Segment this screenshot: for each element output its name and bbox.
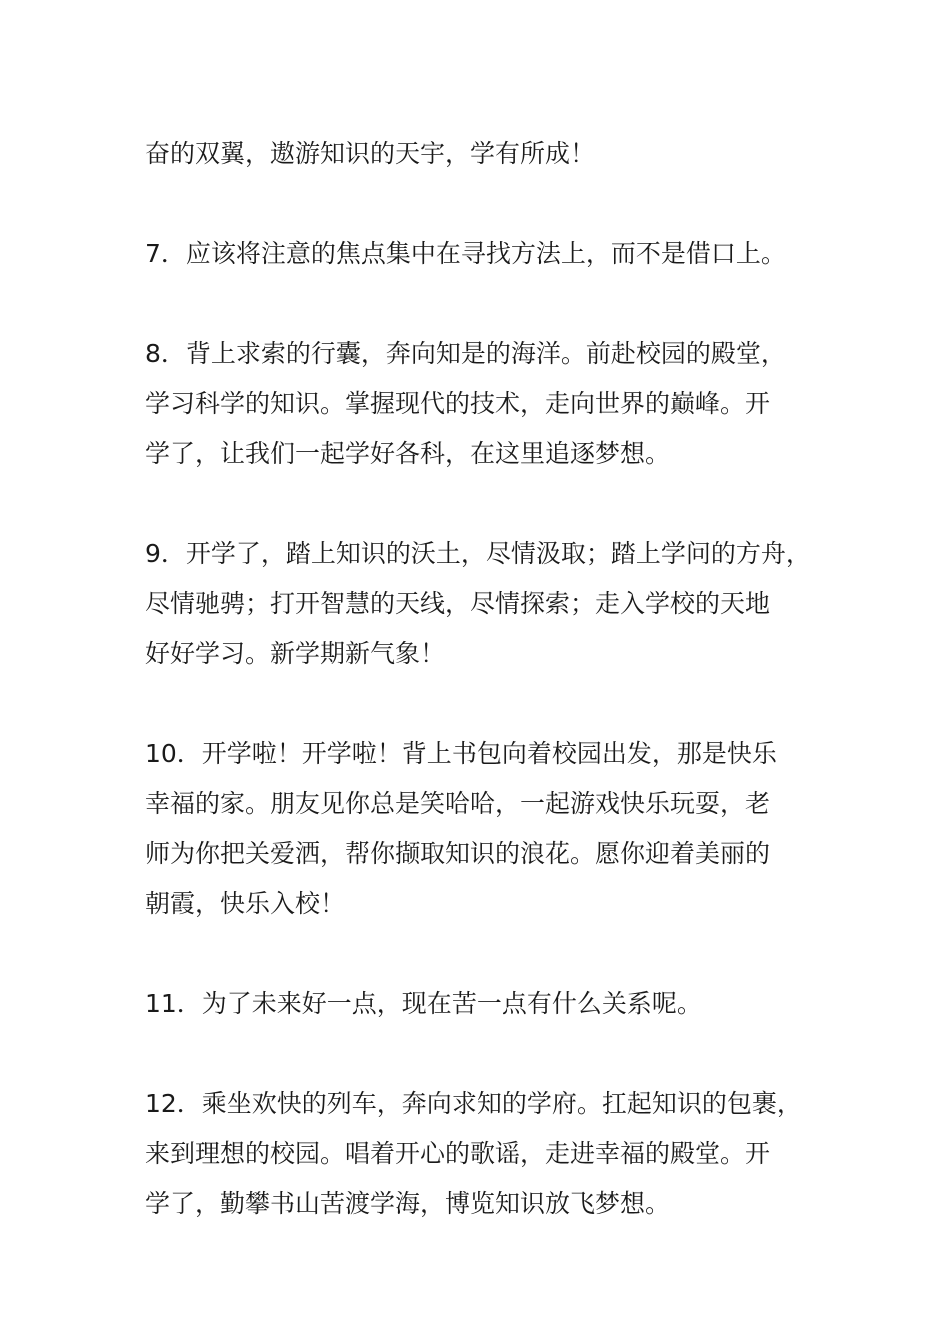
text-line: 来到理想的校园。唱着开心的歌谣，走进幸福的殿堂。开 [145, 1139, 771, 1168]
text-line: 12．乘坐欢快的列车，奔向求知的学府。扛起知识的包裹， [145, 1089, 802, 1118]
text-line: 学了，勤攀书山苦渡学海，博览知识放飞梦想。 [145, 1189, 671, 1218]
text-line: 7．应该将注意的焦点集中在寻找方法上，而不是借口上。 [145, 239, 786, 268]
text-line: 师为你把关爱洒，帮你撷取知识的浪花。愿你迎着美丽的 [145, 839, 771, 868]
paragraph-item-10 [145, 729, 835, 929]
text-line: 奋的双翼，遨游知识的天宇，学有所成！ [145, 139, 596, 168]
paragraph-continuation [145, 129, 835, 179]
text-line: 11．为了未来好一点，现在苦一点有什么关系呢。 [145, 989, 702, 1018]
text-line: 好好学习。新学期新气象！ [145, 639, 446, 668]
text-line: 幸福的家。朋友见你总是笑哈哈，一起游戏快乐玩耍，老 [145, 789, 771, 818]
text-line: 朝霞，快乐入校！ [145, 889, 346, 918]
paragraph-item-7 [145, 229, 835, 279]
paragraph-item-12 [145, 1079, 835, 1229]
paragraph-item-11 [145, 979, 835, 1029]
paragraph-item-9 [145, 529, 835, 679]
text-line: 9．开学了，踏上知识的沃土，尽情汲取；踏上学问的方舟， [145, 539, 811, 568]
text-line: 8．背上求索的行囊，奔向知是的海洋。前赴校园的殿堂， [145, 339, 786, 368]
document-body [145, 129, 835, 1279]
text-line: 尽情驰骋；打开智慧的天线，尽情探索；走入学校的天地 [145, 589, 771, 618]
text-line: 学习科学的知识。掌握现代的技术，走向世界的巅峰。开 [145, 389, 771, 418]
paragraph-item-8 [145, 329, 835, 479]
text-line: 学了，让我们一起学好各科，在这里追逐梦想。 [145, 439, 671, 468]
text-line: 10．开学啦！开学啦！背上书包向着校园出发，那是快乐 [145, 739, 777, 768]
